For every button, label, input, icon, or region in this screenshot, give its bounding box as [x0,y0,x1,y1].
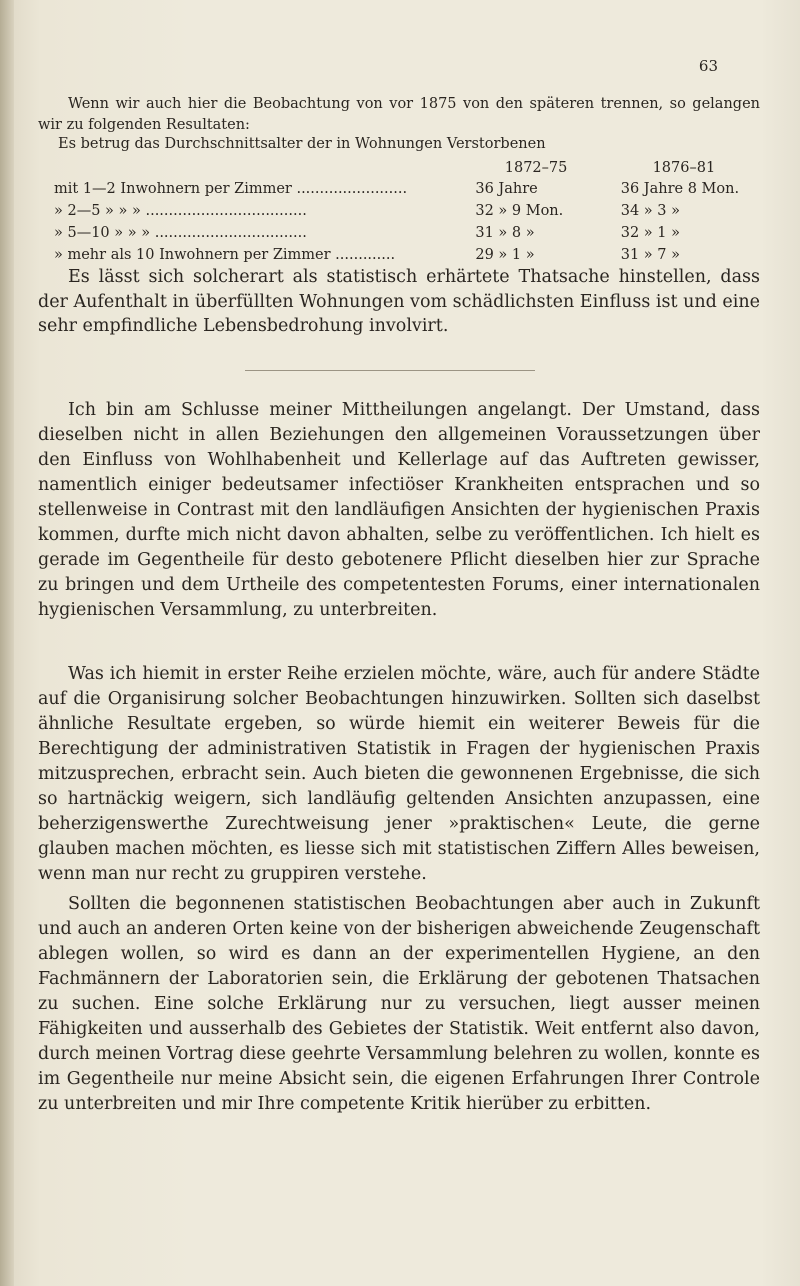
table-caption: Es betrug das Durchschnittsalter der in Wohnungen Verstorbenen [58,136,546,152]
table-cell: 32 » 1 » [620,225,680,241]
row-label: » 5—10 » » » ................................. [54,225,307,241]
table-row [54,178,759,200]
table-header-spacer [54,158,463,178]
row-label: mit 1—2 Inwohnern per Zimmer ........................ [54,181,408,197]
table-cell: 36 Jahre 8 Mon. [620,181,740,197]
row-label: » mehr als 10 Inwohnern per Zimmer ............. [54,247,396,263]
page-spine-shadow [0,0,14,1286]
intro-paragraph: Wenn wir auch hier die Beobachtung von vor 1875 von den späteren trennen, so gelangen wir zu folgenden Resultaten: [38,96,760,133]
section-divider [245,370,535,371]
table-cell: 32 » 9 Mon. [475,203,564,219]
table-cell: 36 Jahre [475,181,538,197]
column-header: 1872–75 [504,160,568,176]
closing-paragraph-1: Ich bin am Schlusse meiner Mittheilungen angelangt. Der Umstand, dass dieselben nicht in allen Beziehungen den allgemeinen Voraussetzungen über den Einfluss von Wohlhabenheit und Kellerlage auf das Auftreten gewisser, namentlich einiger bedeutsamer infectiöser Krankheiten entsprachen und so stellenweise in Contrast mit den landläufigen Ansichten der hygienischen Praxis kommen, durfte mich nicht davon abhalten, selbe zu veröffentlichen. Ich hielt es gerade im Gegentheile für desto gebotenere Pflicht dieselben hier zur Sprache zu bringen und dem Urtheile des competentesten Forums, einer internationalen hygienischen Versammlung, zu unterbreiten. [38,400,760,620]
table-cell: 34 » 3 » [620,203,680,219]
table-header-row [54,158,759,178]
row-label: » 2—5 » » » ................................... [54,203,307,219]
table-cell: 31 » 7 » [620,247,680,263]
table-row [54,244,759,266]
table-cell: 31 » 8 » [475,225,535,241]
table-cell: 29 » 1 » [475,247,535,263]
page-number: 63 [698,57,718,75]
table-row [54,222,759,244]
column-header: 1876–81 [652,160,716,176]
conclusion-paragraph: Es lässt sich solcherart als statistisch erhärtete Thatsache hinstellen, dass der Aufenthalt in überfüllten Wohnungen vom schädlichsten Einfluss ist und eine sehr empfindliche Lebensbedrohung involvirt. [38,267,760,336]
table-row [54,200,759,222]
closing-paragraph-3: Sollten die begonnenen statistischen Beobachtungen aber auch in Zukunft und auch an anderen Orten keine von der bisherigen abweichende Zeugenschaft ablegen wollen, so wird es dann an der experimentellen Hygiene, an den Fachmännern der Laboratorien sein, die Erklärung der gebotenen Thatsachen zu suchen. Eine solche Erklärung nur zu versuchen, liegt ausser meinen Fähigkeiten und ausserhalb des Gebietes der Statistik. Weit entfernt also davon, durch meinen Vortrag diese geehrte Versammlung belehren zu wollen, konnte es im Gegentheile nur meine Absicht sein, die eigenen Erfahrungen Ihrer Controle zu unterbreiten und mir Ihre competente Kritik hierüber zu erbitten. [38,894,760,1114]
closing-paragraph-2: Was ich hiemit in erster Reihe erzielen möchte, wäre, auch für andere Städte auf die Organisirung solcher Beobachtungen hinzuwirken. Sollten sich daselbst ähnliche Resultate ergeben, so würde hiemit ein weiterer Beweis für die Berechtigung der administrativen Statistik in Fragen der hygienischen Praxis mitzusprechen, erbracht sein. Auch bieten die gewonnenen Ergebnisse, die sich so hartnäckig weigern, sich landläufig geltenden Ansichten anzupassen, eine beherzigenswerthe Zurechtweisung jener »praktischen« Leute, die gerne glauben machen möchten, es liesse sich mit statistischen Ziffern Alles beweisen, wenn man nur recht zu gruppiren verstehe. [38,664,760,884]
results-table [54,158,759,266]
